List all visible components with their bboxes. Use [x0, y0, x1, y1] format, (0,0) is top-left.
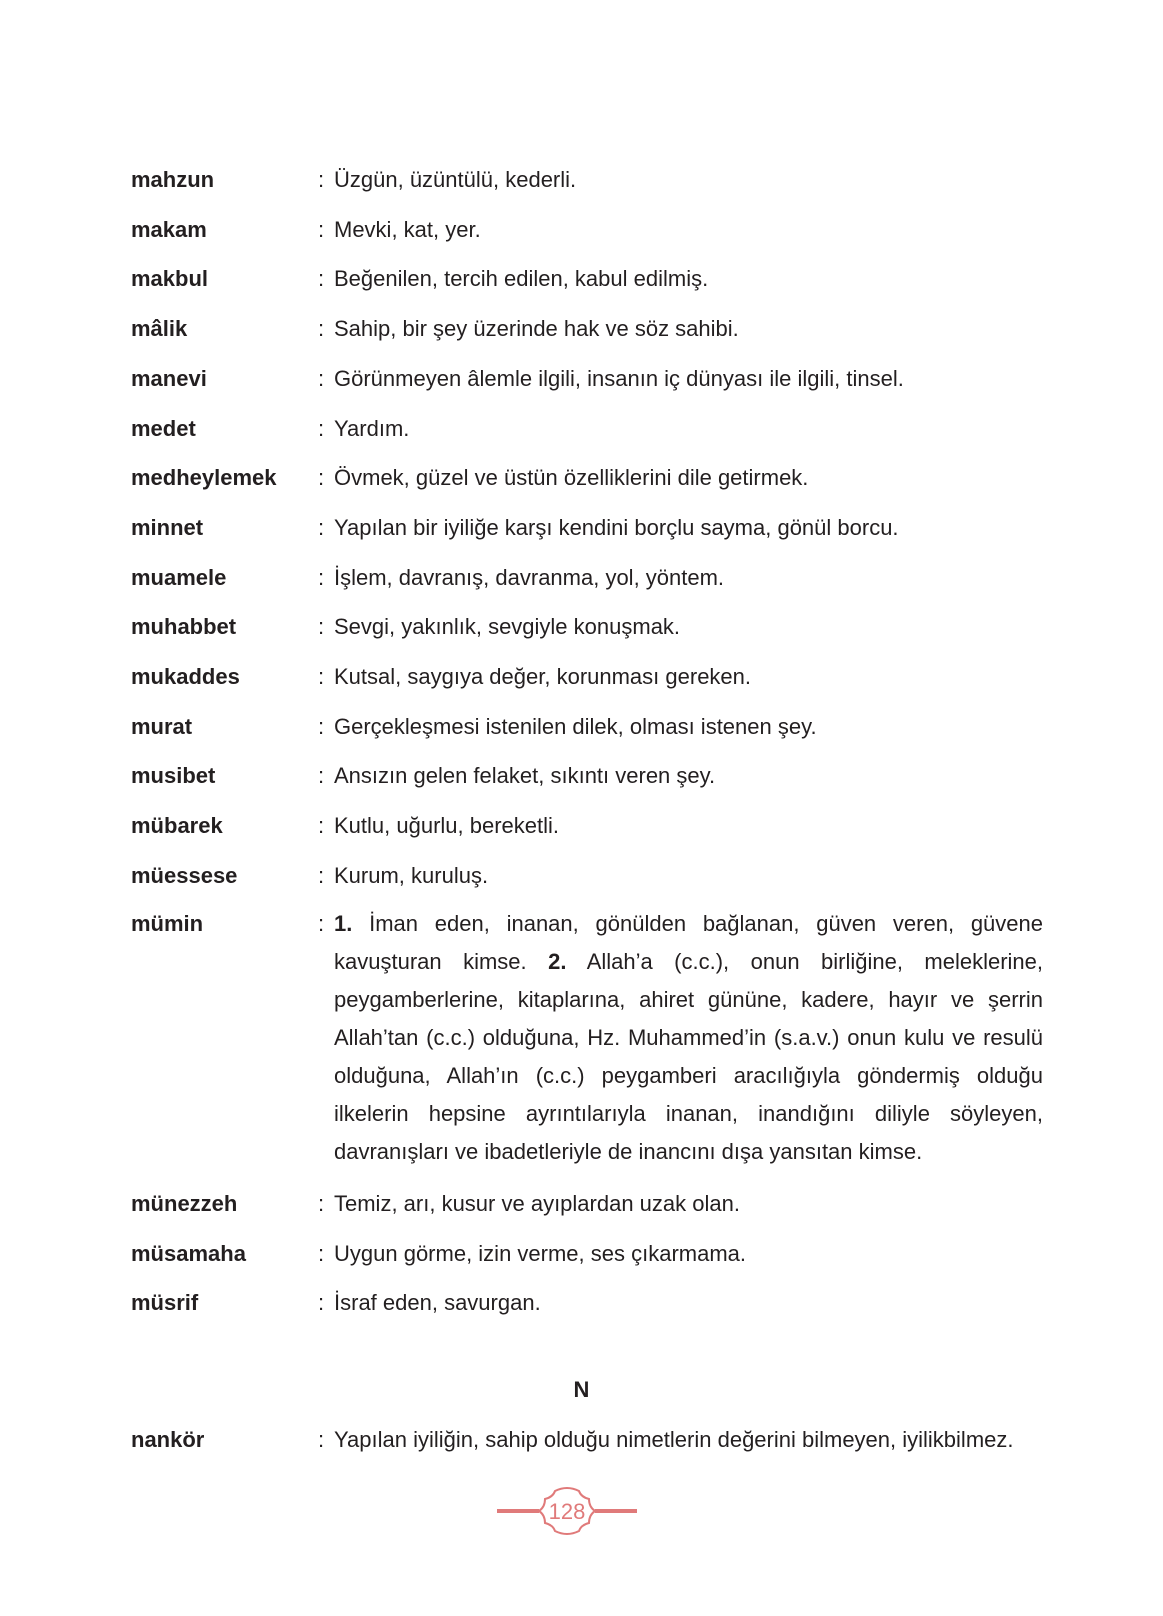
glossary-term: müsrif: [131, 1290, 199, 1316]
glossary-definition: : Gerçekleşmesi istenilen dilek, olması istenen şey.: [318, 713, 817, 739]
glossary-term: müsamaha: [131, 1240, 246, 1266]
glossary-definition: : Uygun görme, izin verme, ses çıkarmama.: [318, 1240, 747, 1266]
glossary-definition: : İsraf eden, savurgan.: [318, 1290, 541, 1316]
glossary-definition: : Yardım.: [318, 415, 410, 441]
glossary-term: muhabbet: [131, 614, 237, 640]
glossary-definition: : İşlem, davranış, davranma, yol, yöntem.: [318, 564, 725, 590]
glossary-definition: : 1. İman eden, inanan, gönülden bağlanan, güven veren, güvene kavuşturan kimse. 2. Allah’a (c.c.), onun birliğine, meleklerine, peygamberlerine, kitaplarına, ahiret gününe, kadere, hayır ve şerrin Allah’tan (c.c.) olduğuna, Hz. Muhammed’in (s.a.v.) onun kulu ve resulü olduğuna, Allah’ın (c.c.) peygamberi aracılığıyla göndermiş olduğu ilkelerin hepsine ayrıntılarıyla inanan, inandığını diliyle söyleyen, davranışları ve ibadetleriyle de inancını dışa yansıtan kimse.: [318, 911, 1044, 1164]
glossary-term: müessese: [131, 862, 238, 888]
page-number: 128: [548, 1499, 586, 1524]
glossary-term: mahzun: [131, 167, 215, 192]
glossary-term: manevi: [131, 365, 207, 391]
glossary-definition: : Yapılan bir iyiliğe karşı kendini borçlu sayma, gönül borcu.: [318, 514, 899, 540]
glossary-definition: : Kutlu, uğurlu, bereketli.: [318, 813, 560, 839]
glossary-definition: : Kutsal, saygıya değer, korunması gereken.: [318, 664, 752, 689]
glossary-term: muamele: [131, 564, 227, 590]
glossary-definition: : Sahip, bir şey üzerinde hak ve söz sahibi.: [318, 316, 739, 342]
section-letter: N: [573, 1377, 590, 1402]
glossary-term: makbul: [131, 266, 209, 292]
glossary-term: murat: [131, 713, 193, 739]
glossary-term: mübarek: [131, 813, 223, 839]
glossary-definition: : Kurum, kuruluş.: [318, 862, 489, 888]
glossary-definition: : Ansızın gelen felaket, sıkıntı veren şey.: [318, 763, 716, 789]
glossary-term: minnet: [131, 514, 204, 540]
glossary-term: münezzeh: [131, 1191, 238, 1216]
glossary-definition: : Üzgün, üzüntülü, kederli.: [318, 167, 577, 192]
glossary-term: nankör: [131, 1427, 205, 1452]
glossary-definition: : Beğenilen, tercih edilen, kabul edilmiş.: [318, 266, 709, 292]
glossary-definition: : Yapılan iyiliğin, sahip olduğu nimetlerin değerini bilmeyen, iyilikbilmez.: [318, 1427, 1014, 1452]
glossary-term: musibet: [131, 763, 216, 789]
glossary-definition: : Görünmeyen âlemle ilgili, insanın iç dünyası ile ilgili, tinsel.: [318, 365, 904, 391]
glossary-definition: : Mevki, kat, yer.: [318, 216, 481, 242]
glossary-term: mukaddes: [131, 664, 240, 689]
ornament-frame-icon: [497, 1485, 637, 1537]
glossary-term: medheylemek: [131, 465, 277, 491]
glossary-definition: : Övmek, güzel ve üstün özelliklerini dile getirmek.: [318, 465, 809, 491]
glossary-term: medet: [131, 415, 196, 441]
glossary-term: mâlik: [131, 316, 188, 342]
glossary-term: mümin: [131, 911, 204, 936]
glossary-definition: : Sevgi, yakınlık, sevgiyle konuşmak.: [318, 614, 681, 640]
sense-number: 1.: [334, 911, 353, 936]
page-number-ornament: [497, 1485, 637, 1537]
glossary-definition: : Temiz, arı, kusur ve ayıplardan uzak olan.: [318, 1191, 740, 1216]
glossary-term: makam: [131, 216, 207, 242]
sense-number: 2.: [548, 949, 567, 974]
